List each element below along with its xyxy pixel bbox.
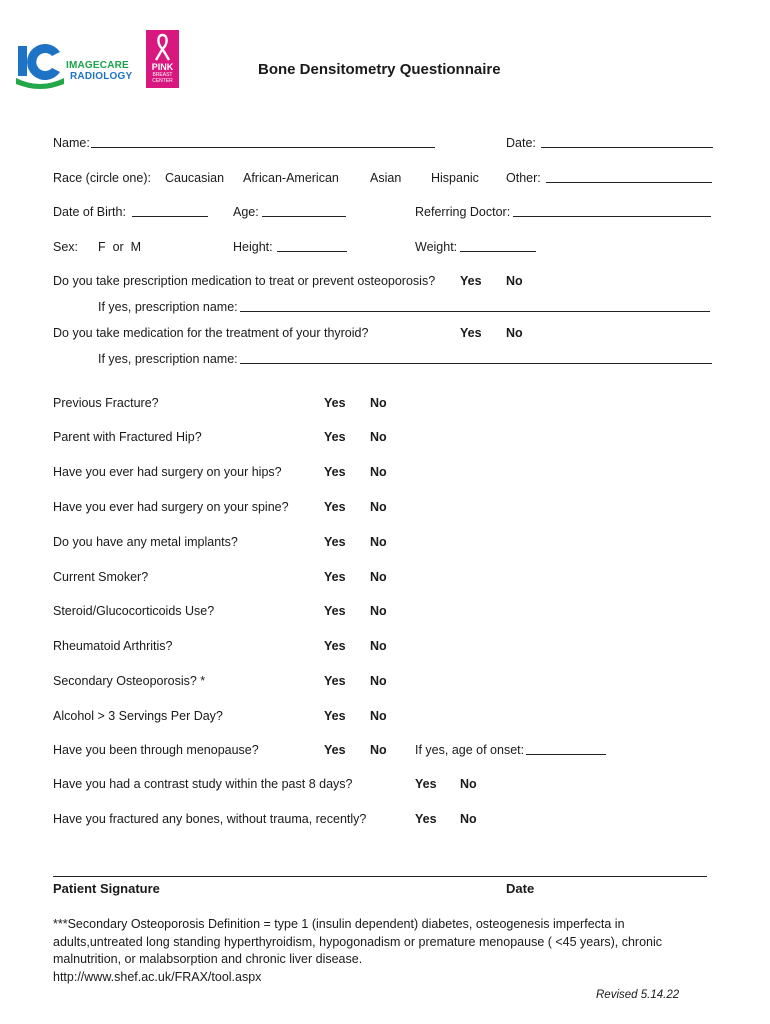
question-label: Alcohol > 3 Servings Per Day? xyxy=(53,709,223,723)
fracture-without-trauma-no[interactable]: No xyxy=(460,812,477,826)
question-label: Steroid/Glucocorticoids Use? xyxy=(53,604,215,618)
signature-line[interactable] xyxy=(53,876,707,877)
race-label: Race (circle one): xyxy=(53,171,151,185)
contrast-study-yes[interactable]: Yes xyxy=(415,777,437,791)
weight-field[interactable] xyxy=(460,239,536,252)
question-no[interactable]: No xyxy=(370,743,387,757)
question-yes[interactable]: Yes xyxy=(324,639,346,653)
question-no[interactable]: No xyxy=(370,535,387,549)
thyroid-medication-yes[interactable]: Yes xyxy=(460,326,482,340)
question-yes[interactable]: Yes xyxy=(324,465,346,479)
pink-word: PINK xyxy=(151,62,174,72)
imagecare-name-line1: IMAGECARE xyxy=(66,60,129,71)
weight-label: Weight: xyxy=(415,240,458,254)
revised-date: Revised 5.14.22 xyxy=(596,989,680,1001)
question-no[interactable]: No xyxy=(370,570,387,584)
osteoporosis-medication-question: Do you take prescription medication to treat or prevent osteoporosis? xyxy=(53,274,436,288)
menopause-onset-label: If yes, age of onset: xyxy=(415,743,525,757)
date-field[interactable] xyxy=(541,135,713,148)
patient-signature-label: Patient Signature xyxy=(53,881,160,896)
race-option-caucasian[interactable]: Caucasian xyxy=(165,171,225,185)
footnote xyxy=(53,916,693,986)
date-label: Date: xyxy=(506,136,536,150)
thyroid-medication-no[interactable]: No xyxy=(506,326,523,340)
question-no[interactable]: No xyxy=(370,500,387,514)
imagecare-name-line2: RADIOLOGY xyxy=(70,71,133,82)
question-yes[interactable]: Yes xyxy=(324,743,346,757)
dob-field[interactable] xyxy=(132,204,208,217)
dob-label: Date of Birth: xyxy=(53,205,126,219)
question-label: Previous Fracture? xyxy=(53,396,159,410)
age-field[interactable] xyxy=(262,204,346,217)
fracture-without-trauma-yes[interactable]: Yes xyxy=(415,812,437,826)
height-label: Height: xyxy=(233,240,273,254)
question-no[interactable]: No xyxy=(370,430,387,444)
race-option-hispanic[interactable]: Hispanic xyxy=(431,171,479,185)
pink-breast-center-logo xyxy=(146,30,179,88)
osteoporosis-prescription-label: If yes, prescription name: xyxy=(98,300,238,314)
question-no[interactable]: No xyxy=(370,604,387,618)
question-no[interactable]: No xyxy=(370,639,387,653)
race-option-asian[interactable]: Asian xyxy=(370,171,402,185)
name-label: Name: xyxy=(53,136,90,150)
question-yes[interactable]: Yes xyxy=(324,604,346,618)
question-label: Do you have any metal implants? xyxy=(53,535,238,549)
name-field[interactable] xyxy=(91,135,435,148)
sex-label: Sex: xyxy=(53,240,79,254)
question-yes[interactable]: Yes xyxy=(324,396,346,410)
osteoporosis-medication-no[interactable]: No xyxy=(506,274,523,288)
age-label: Age: xyxy=(233,205,259,219)
question-no[interactable]: No xyxy=(370,709,387,723)
menopause-onset-field[interactable] xyxy=(526,742,606,755)
pink-ribbon-icon xyxy=(146,32,179,62)
question-label: Have you ever had surgery on your spine? xyxy=(53,500,289,514)
pink-sub2: CENTER xyxy=(152,78,173,84)
question-label: Parent with Fractured Hip? xyxy=(53,430,202,444)
race-other-label: Other: xyxy=(506,171,541,185)
signature-date-label: Date xyxy=(506,881,535,896)
fracture-without-trauma-question: Have you fractured any bones, without trauma, recently? xyxy=(53,812,367,826)
question-yes[interactable]: Yes xyxy=(324,709,346,723)
question-yes[interactable]: Yes xyxy=(324,535,346,549)
thyroid-medication-question: Do you take medication for the treatment of your thyroid? xyxy=(53,326,369,340)
question-no[interactable]: No xyxy=(370,396,387,410)
question-yes[interactable]: Yes xyxy=(324,674,346,688)
thyroid-prescription-field[interactable] xyxy=(240,351,712,364)
referring-doctor-label: Referring Doctor: xyxy=(415,205,511,219)
imagecare-logo xyxy=(14,38,133,92)
question-no[interactable]: No xyxy=(370,465,387,479)
frax-link[interactable]: http://www.shef.ac.uk/FRAX/tool.aspx xyxy=(53,969,262,984)
race-option-african-american[interactable]: African-American xyxy=(243,171,339,185)
osteoporosis-prescription-field[interactable] xyxy=(240,299,710,312)
question-label: Current Smoker? xyxy=(53,570,149,584)
question-label: Rheumatoid Arthritis? xyxy=(53,639,173,653)
thyroid-prescription-label: If yes, prescription name: xyxy=(98,352,238,366)
imagecare-mark-icon xyxy=(14,38,66,90)
osteoporosis-medication-yes[interactable]: Yes xyxy=(460,274,482,288)
question-yes[interactable]: Yes xyxy=(324,570,346,584)
form-title: Bone Densitometry Questionnaire xyxy=(258,61,501,78)
sex-options[interactable]: F or M xyxy=(98,240,142,254)
race-other-field[interactable] xyxy=(546,170,712,183)
referring-doctor-field[interactable] xyxy=(513,204,711,217)
contrast-study-question: Have you had a contrast study within the past 8 days? xyxy=(53,777,353,791)
question-yes[interactable]: Yes xyxy=(324,500,346,514)
pink-sub1: BREAST xyxy=(152,72,173,78)
question-label: Have you been through menopause? xyxy=(53,743,259,757)
secondary-osteoporosis-definition: ***Secondary Osteoporosis Definition = type 1 (insulin dependent) diabetes, osteogenesis imperfecta in adults,untreated long standing hyperthyroidism, hypogonadism or premature menopause ( <45 years), chronic malnutrition, or malabsorption and chronic liver disease. xyxy=(53,917,663,966)
question-yes[interactable]: Yes xyxy=(324,430,346,444)
question-no[interactable]: No xyxy=(370,674,387,688)
contrast-study-no[interactable]: No xyxy=(460,777,477,791)
height-field[interactable] xyxy=(277,239,347,252)
question-label: Secondary Osteoporosis? * xyxy=(53,674,206,688)
question-label: Have you ever had surgery on your hips? xyxy=(53,465,282,479)
